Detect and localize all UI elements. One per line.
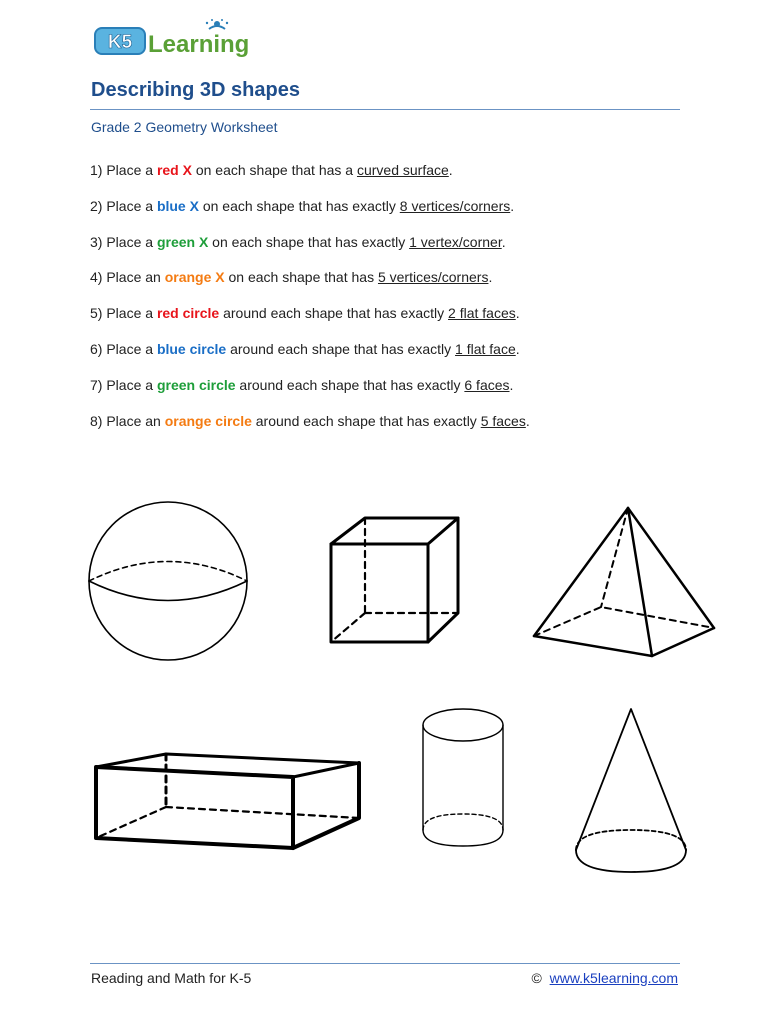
instruction-item (90, 339, 690, 375)
instruction-color-word: green circle (156, 376, 236, 393)
instruction-middle: around each shape that has exactly (235, 376, 465, 393)
instruction-middle: around each shape that has exactly (226, 340, 456, 357)
instruction-end: . (510, 197, 515, 214)
instruction-underlined: 5 vertices/corners (377, 269, 489, 286)
instruction-item (90, 411, 690, 447)
instruction-end: . (488, 269, 493, 286)
instruction-middle: on each shape that has (224, 269, 378, 286)
square-pyramid-shape[interactable] (534, 508, 714, 656)
sphere-shape[interactable] (89, 502, 247, 660)
rectangular-prism-shape[interactable] (96, 754, 359, 848)
k5learning-logo-icon (206, 19, 228, 29)
website-link[interactable]: www.k5learning.com (549, 970, 678, 986)
instruction-prefix: 8) Place an (90, 412, 165, 429)
instruction-underlined: 1 flat face (455, 340, 516, 357)
instruction-item (90, 196, 690, 232)
instruction-item (90, 375, 690, 411)
instruction-color-word: blue circle (156, 340, 227, 357)
instruction-end: . (509, 376, 514, 393)
footer-site (532, 970, 679, 986)
instruction-middle: around each shape that has exactly (251, 412, 481, 429)
footer-divider (90, 963, 680, 964)
instruction-prefix: 7) Place a (90, 376, 157, 393)
instruction-end: . (525, 412, 530, 429)
instruction-prefix: 4) Place an (90, 269, 165, 286)
instruction-end: . (515, 305, 520, 322)
instruction-color-word: orange X (164, 269, 225, 286)
shapes-area (0, 480, 768, 900)
instruction-color-word: red circle (156, 305, 220, 322)
cylinder-shape[interactable] (423, 709, 503, 846)
logo-learning-text: Learning (148, 31, 250, 58)
instruction-underlined: 6 faces (464, 376, 510, 393)
cube-shape[interactable] (331, 518, 458, 642)
instruction-underlined: curved surface (356, 162, 449, 178)
header-divider (90, 109, 680, 110)
cone-shape[interactable] (576, 709, 686, 872)
instruction-prefix: 5) Place a (90, 305, 157, 322)
instruction-prefix: 1) Place a (90, 162, 157, 178)
instruction-underlined: 8 vertices/corners (399, 197, 511, 214)
instruction-middle: on each shape that has exactly (198, 197, 400, 214)
instruction-prefix: 6) Place a (90, 340, 157, 357)
instruction-color-word: red X (156, 162, 192, 178)
instruction-color-word: orange circle (164, 412, 252, 429)
copyright-symbol: © (531, 970, 542, 986)
page-subtitle: Grade 2 Geometry Worksheet (91, 119, 278, 135)
instruction-color-word: green X (156, 233, 209, 250)
instruction-end: . (501, 233, 506, 250)
instruction-middle: on each shape that has exactly (208, 233, 410, 250)
instruction-item (90, 267, 690, 303)
footer-tagline: Reading and Math for K-5 (91, 970, 252, 986)
instruction-item (90, 232, 690, 268)
instruction-prefix: 3) Place a (90, 233, 157, 250)
instruction-list (90, 160, 690, 446)
instruction-end: . (448, 162, 453, 178)
instruction-middle: on each shape that has a (191, 162, 357, 178)
page-title: Describing 3D shapes (91, 79, 300, 101)
instruction-item (90, 303, 690, 339)
instruction-item (90, 160, 690, 196)
logo-k5-text: K5 (107, 32, 133, 53)
instruction-color-word: blue X (156, 197, 199, 214)
instruction-underlined: 5 faces (480, 412, 526, 429)
instruction-prefix: 2) Place a (90, 197, 157, 214)
instruction-underlined: 2 flat faces (448, 305, 516, 322)
k5learning-logo (93, 16, 263, 62)
instruction-middle: around each shape that has exactly (219, 305, 449, 322)
instruction-end: . (515, 340, 520, 357)
instruction-underlined: 1 vertex/corner (409, 233, 502, 250)
